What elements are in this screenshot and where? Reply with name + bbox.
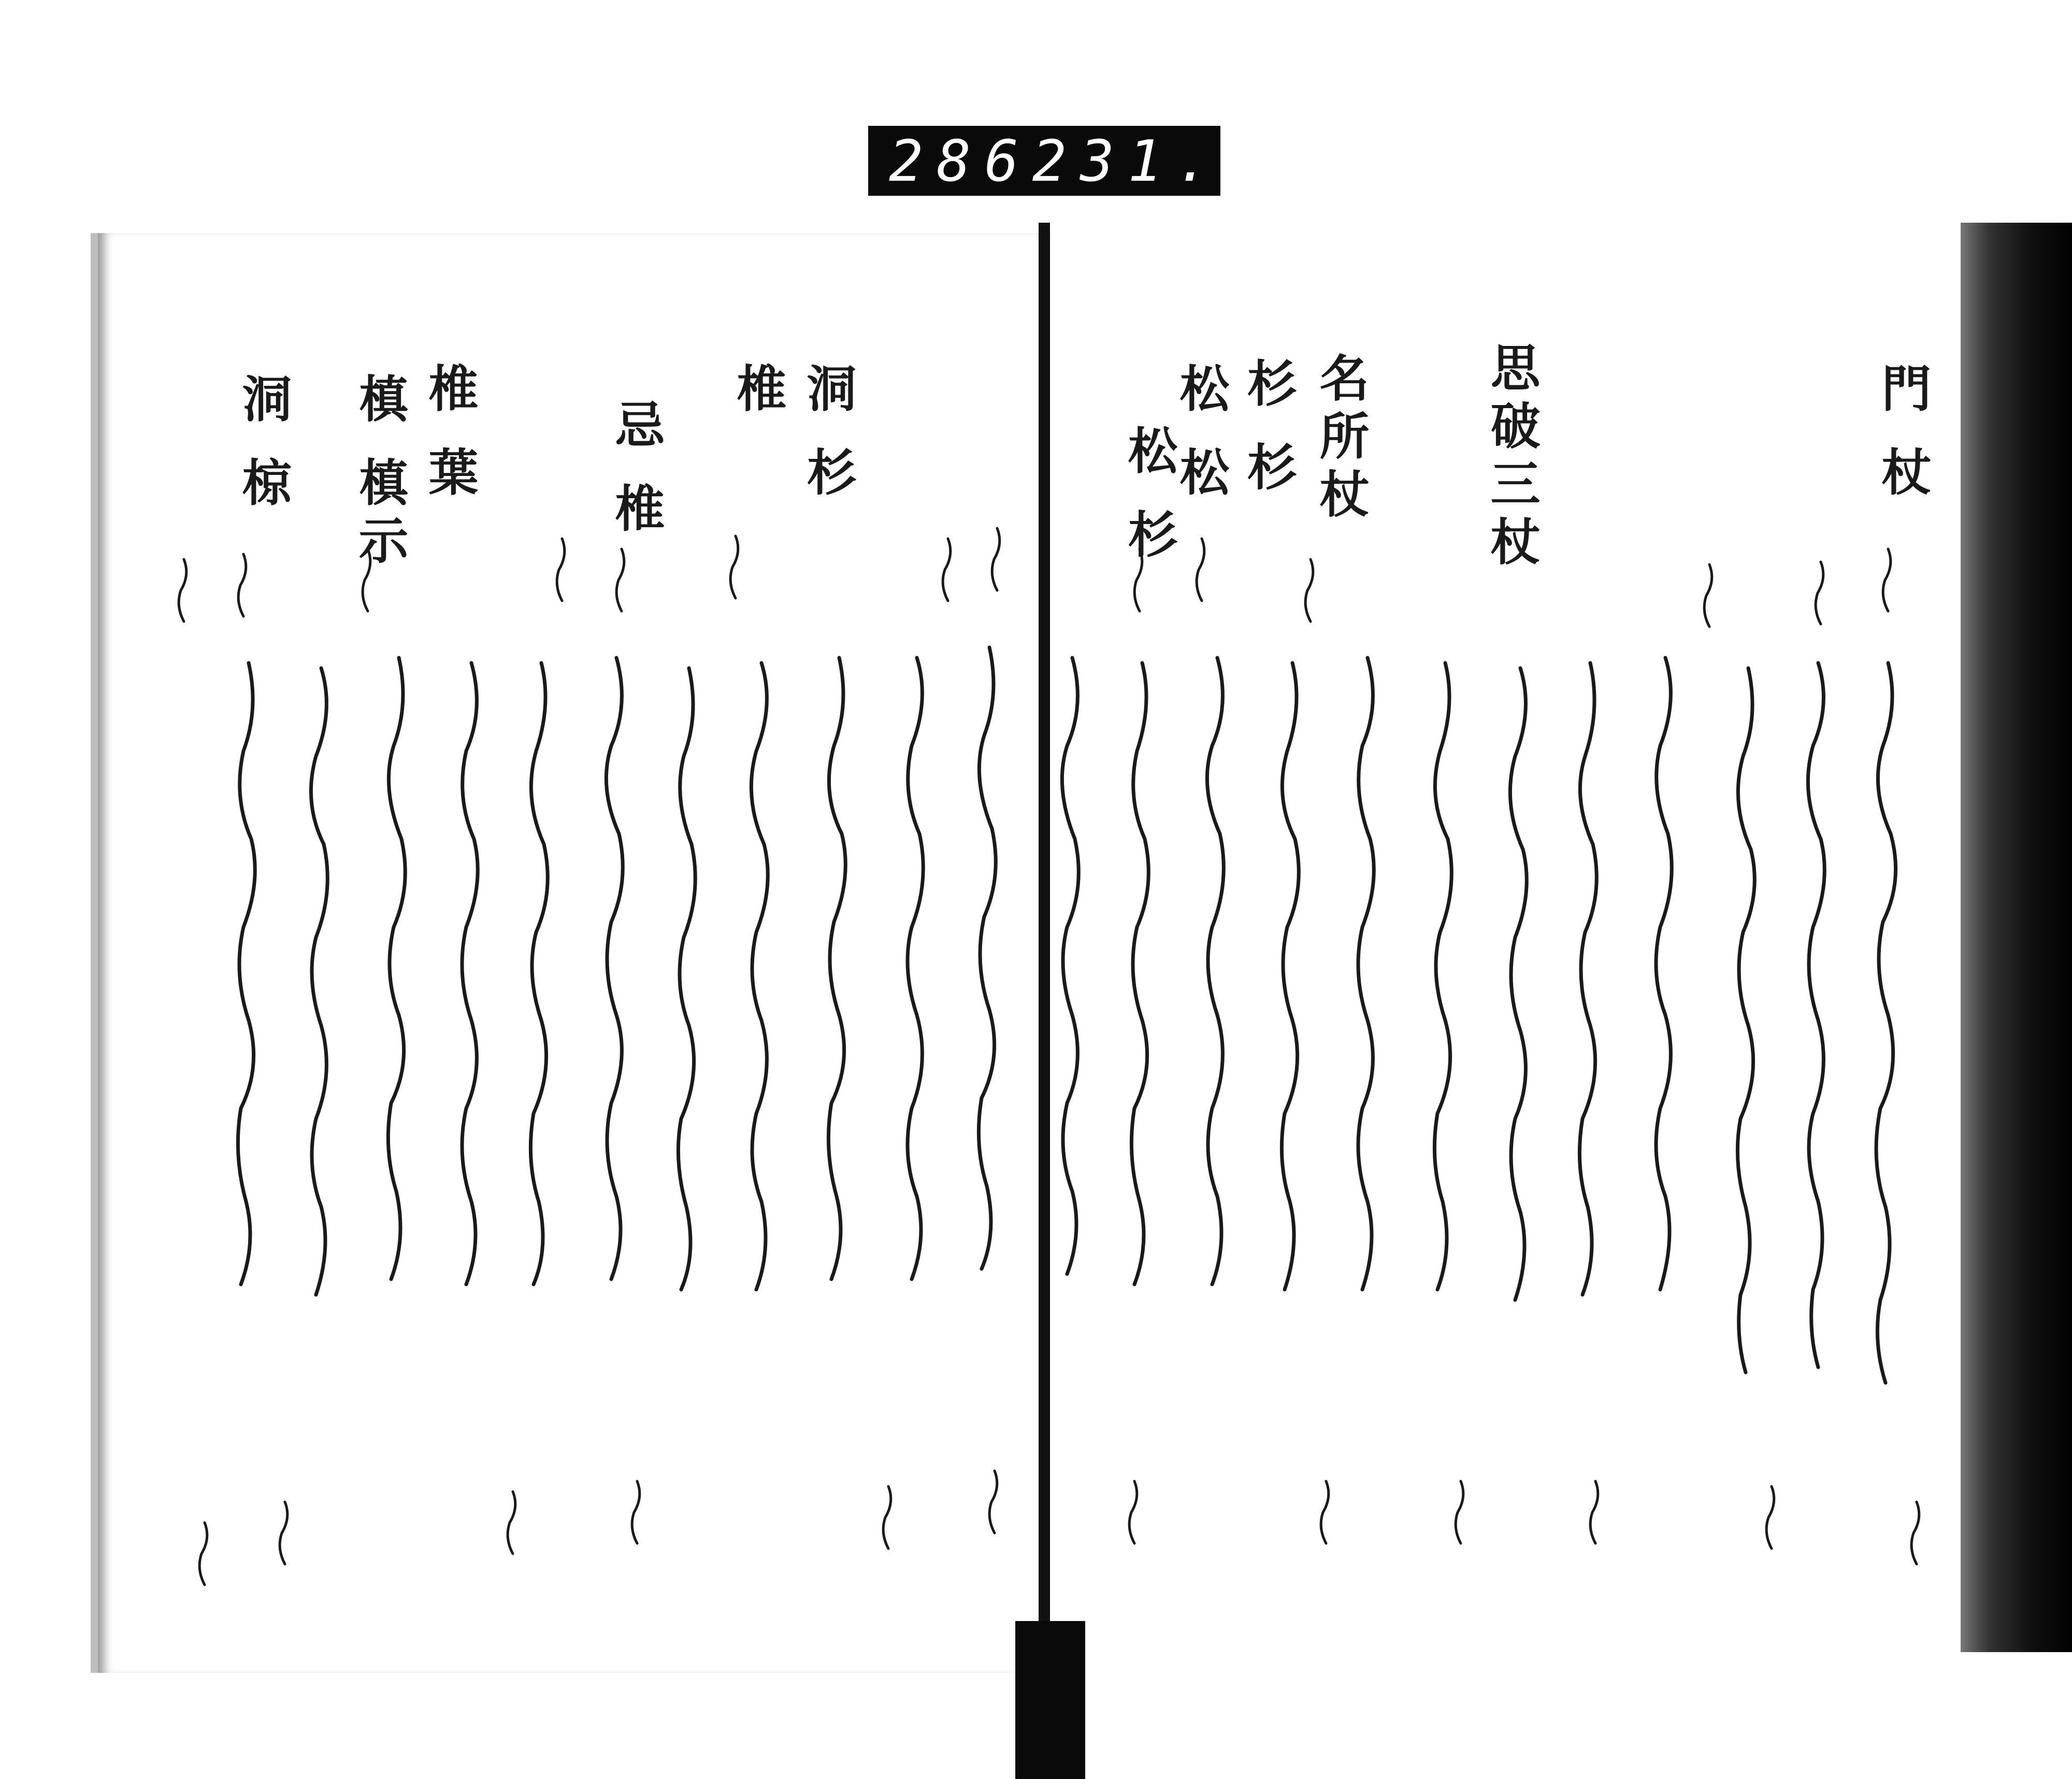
heading-right-5: 松 松 — [1172, 363, 1230, 504]
heading-left-1: 洞 杉 — [799, 363, 857, 504]
reel-number-right: 231. — [1032, 127, 1224, 194]
heading-left-5: 槙 槙示 — [351, 373, 409, 573]
heading-right-4: 杉 杉 — [1239, 357, 1298, 499]
heading-right-3: 名所杖 — [1312, 352, 1370, 526]
heading-left-3: 忌 椎 — [607, 399, 666, 541]
heading-right-6: 松 杉 — [1120, 425, 1178, 567]
heading-right-1: 門 杖 — [1874, 363, 1932, 504]
heading-left-6: 洞 椋 — [234, 373, 293, 515]
heading-right-2: 思破三杖 — [1483, 342, 1541, 574]
heading-left-2: 椎 — [729, 363, 787, 421]
heading-left-4: 椎 葉 — [421, 363, 479, 504]
reel-number-left: 286 — [889, 127, 1032, 194]
